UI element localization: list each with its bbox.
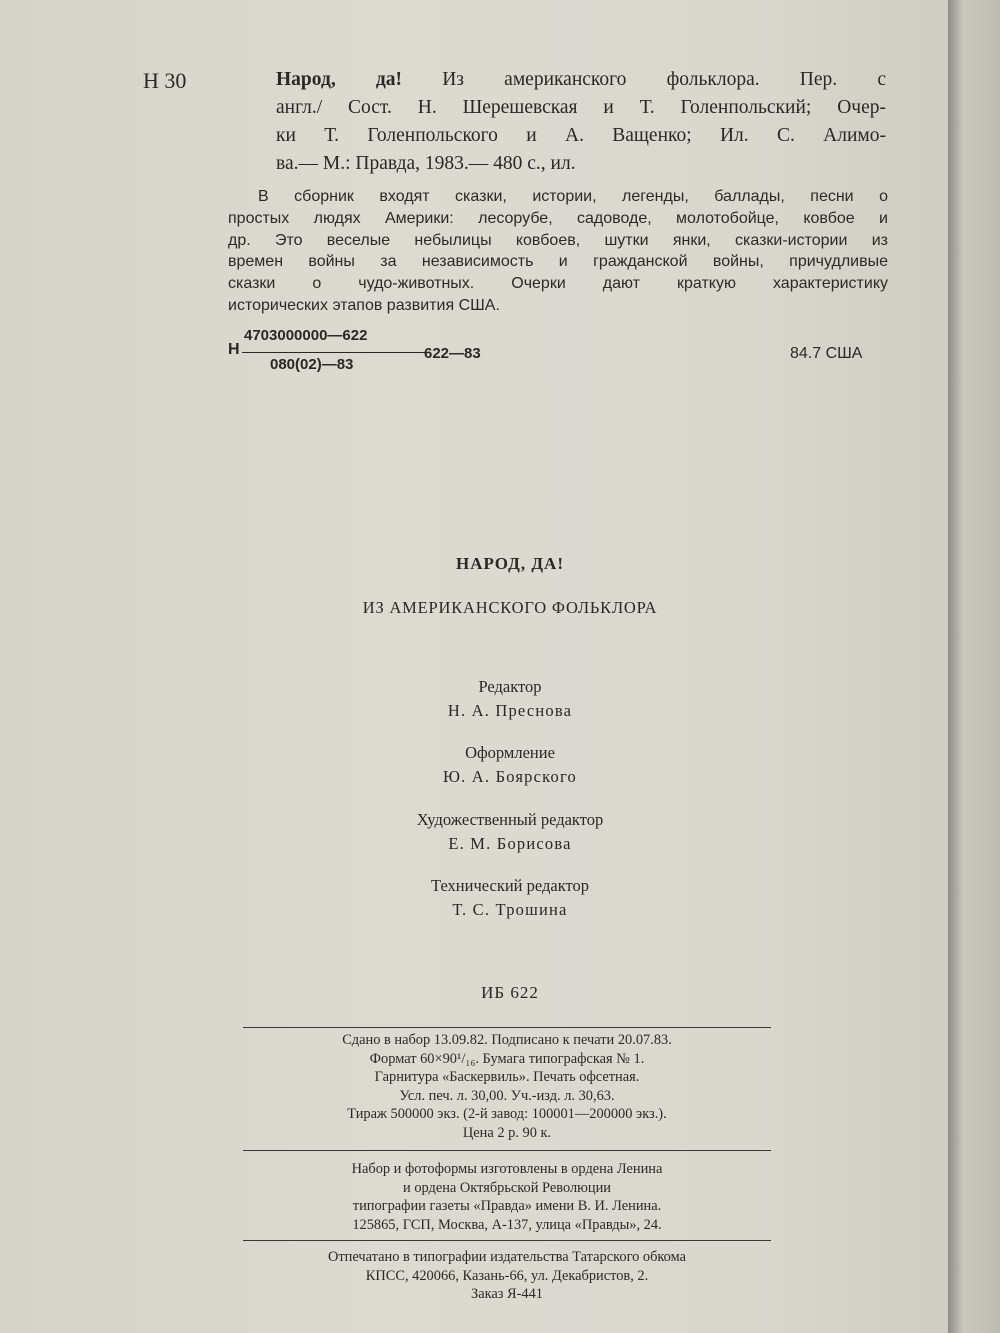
book-title: НАРОД, ДА! [456, 554, 564, 573]
bbk-code: 84.7 США [790, 345, 863, 362]
index-suffix: 622—83 [424, 345, 481, 362]
credit-name: Т. С. Трошина [452, 900, 568, 919]
imprint-line: Сдано в набор 13.09.82. Подписано к печати 20.07.83. [342, 1032, 672, 1048]
credit-name: Ю. А. Боярского [443, 767, 577, 786]
imprint-line: Отпечатано в типографии издательства Татарского обкома [327, 1249, 686, 1265]
biblio-line: англ./ Сост. Н. Шерешевская и Т. Голенпольский; Очер- [276, 97, 886, 118]
imprint-line: Тираж 500000 экз. (2-й завод: 100001—200000 экз.). [347, 1106, 667, 1122]
imprint-printing [243, 1248, 771, 1304]
index-prefix: Н [228, 341, 240, 358]
imprint-line: Усл. печ. л. 30,00. Уч.-изд. л. 30,63. [399, 1087, 615, 1104]
annotation-line: сказки о чудо-животных. Очерки дают краткую характеристику [228, 275, 888, 293]
imprint-publication-data [243, 1031, 771, 1142]
biblio-line: ва.— М.: Правда, 1983.— 480 с., ил. [276, 153, 576, 174]
annotation-line: др. Это веселые небылицы ковбоев, шутки янки, сказки-истории из [228, 231, 888, 249]
imprint-line: КПСС, 420066, Казань-66, ул. Декабристов, 2. [365, 1267, 649, 1284]
credit-role: Технический редактор [431, 876, 589, 895]
credit-name: Е. М. Борисова [448, 834, 572, 853]
imprint-line: 125865, ГСП, Москва, А-137, улица «Правды», 24. [352, 1216, 662, 1233]
book-subtitle: ИЗ АМЕРИКАНСКОГО ФОЛЬКЛОРА [362, 598, 658, 617]
credit-block [250, 741, 770, 789]
imprint-line: Заказ Я-441 [470, 1286, 544, 1302]
imprint-line: Формат 60×90¹/₁₆. Бумага типографская № 1. [369, 1050, 645, 1067]
ib-number: ИБ 622 [481, 983, 539, 1002]
credit-block [250, 808, 770, 856]
divider [243, 1027, 771, 1028]
annotation-line: времен войны за независимость и гражданской войны, причудливые [228, 253, 888, 271]
biblio-line: ки Т. Голенпольского и А. Ващенко; Ил. С. Алимо- [276, 125, 886, 146]
divider [243, 1240, 771, 1241]
imprint-line: и ордена Октябрьской Революции [403, 1179, 611, 1196]
imprint-typesetting [243, 1160, 771, 1234]
biblio-line [276, 66, 886, 94]
divider [243, 1150, 771, 1151]
credit-role: Редактор [478, 677, 542, 696]
annotation-line: исторических этапов развития США. [228, 296, 500, 314]
index-denominator: 080(02)—83 [270, 356, 354, 373]
credit-block [250, 675, 770, 723]
bibliographic-entry [276, 66, 886, 178]
imprint-line: Набор и фотоформы изготовлены в ордена Ленина [351, 1161, 663, 1177]
biblio-line-text: Из американского фольклора. Пер. с [402, 69, 886, 90]
imprint-line: Цена 2 р. 90 к. [462, 1124, 552, 1141]
annotation-line: В сборник входят сказки, истории, легенды, баллады, песни о [258, 188, 888, 205]
annotation-line: простых людях Америки: лесорубе, садоводе, молотобойце, ковбое и [228, 209, 888, 227]
credit-role: Художественный редактор [416, 810, 604, 829]
index-numerator: 4703000000—622 [244, 327, 368, 344]
annotation [228, 186, 888, 317]
biblio-title: Народ, да! [276, 69, 402, 90]
credit-name: Н. А. Преснова [447, 701, 573, 720]
credit-block [250, 874, 770, 922]
imprint-line: типографии газеты «Правда» имени В. И. Ленина. [352, 1198, 662, 1214]
adjacent-page-edge [948, 0, 1000, 1333]
fraction-rule [242, 352, 427, 353]
imprint-line: Гарнитура «Баскервиль». Печать офсетная. [374, 1069, 640, 1085]
credit-role: Оформление [465, 743, 555, 762]
catalog-code: Н 30 [143, 68, 187, 93]
